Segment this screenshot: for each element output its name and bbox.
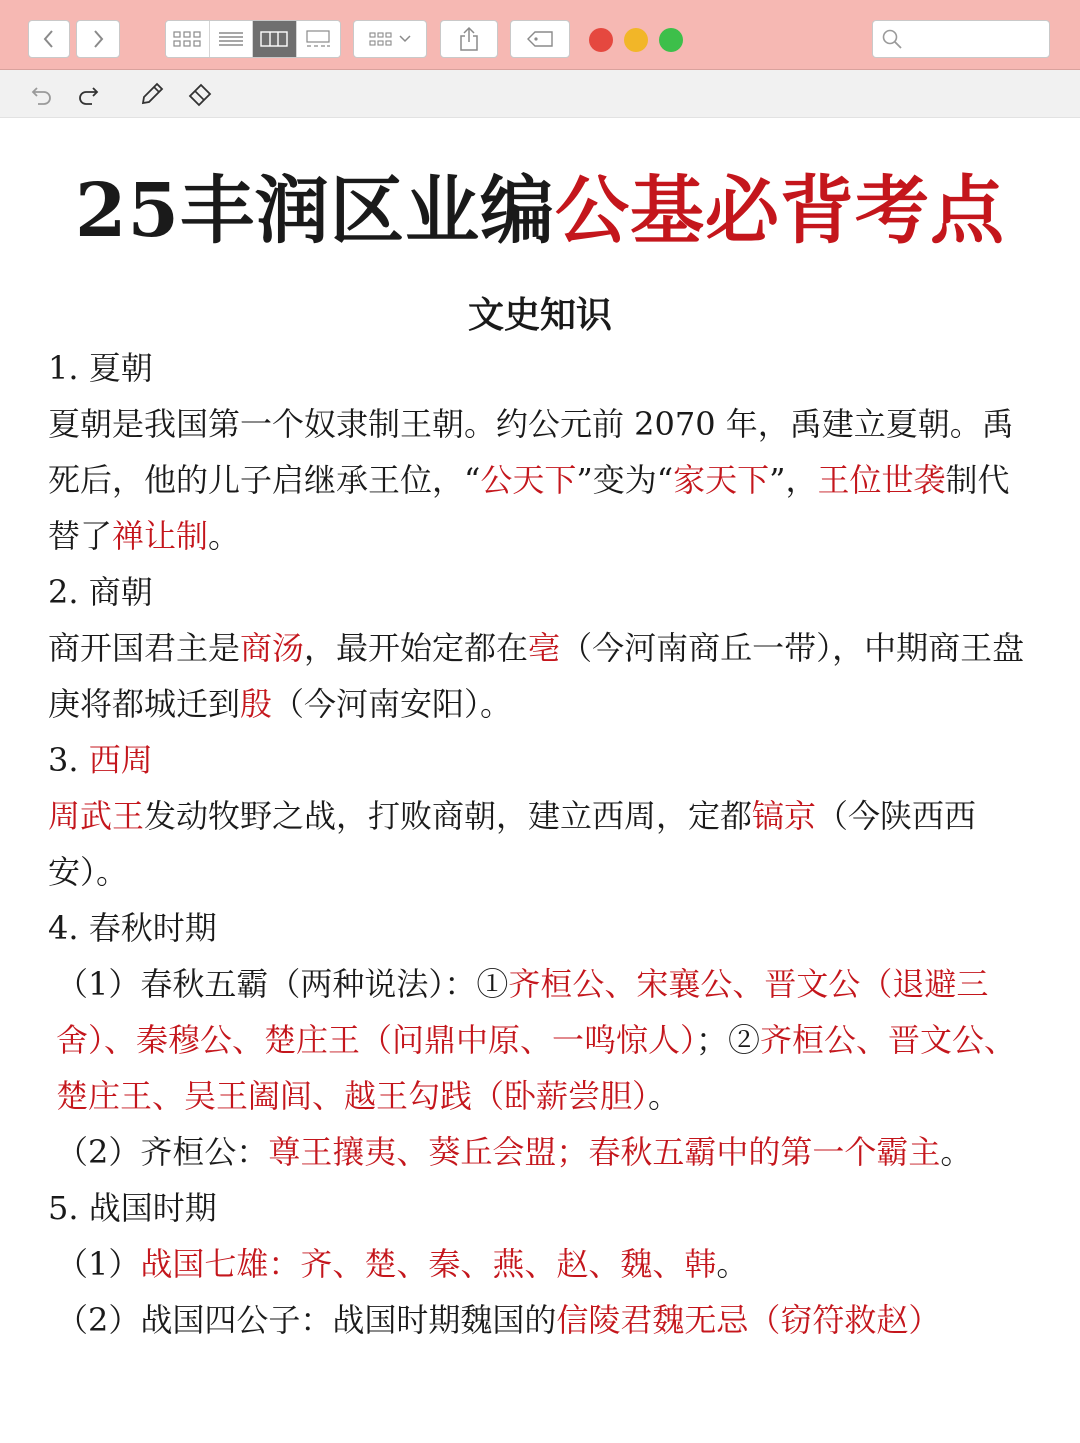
search-input[interactable]: [872, 20, 1050, 58]
highlight: 齐桓公、宋襄公、晋文公（退避三舍）、秦穆公、楚庄王（问鼎中原、一鸣惊人）: [56, 965, 989, 1059]
highlight: 齐桓公、晋文公、楚庄王、吴王阖闾、越王勾践（卧薪尝胆）: [56, 1021, 1017, 1115]
text: （今陕西西安）。: [48, 797, 977, 891]
forward-button[interactable]: [76, 20, 120, 58]
highlight: 周武王: [48, 797, 145, 835]
minimize-window-button[interactable]: [624, 28, 648, 52]
redo-icon: [76, 83, 100, 105]
page-title: [0, 166, 1080, 256]
view-mode-switcher: [165, 20, 341, 58]
gallery-view-button[interactable]: [297, 21, 340, 57]
paragraph-seven-states: [48, 1236, 1038, 1292]
text: 制代替了: [48, 461, 1010, 555]
text: ”，: [769, 461, 818, 499]
share-icon: [457, 26, 481, 52]
undo-icon: [30, 83, 54, 105]
redo-button[interactable]: [74, 80, 102, 108]
highlight: 战国七雄：齐、楚、秦、燕、赵、魏、韩: [140, 1245, 717, 1283]
paragraph-duke-huan: [48, 1124, 1038, 1180]
title-red-part: 公基必背考点: [554, 168, 1005, 254]
text: ；②: [696, 1021, 761, 1059]
heading-shang-dynasty: 2. 商朝: [48, 573, 153, 611]
highlight: 信陵君魏无忌（窃符救赵）: [556, 1301, 941, 1339]
text: （1）春秋五霸（两种说法）：①: [56, 965, 509, 1003]
chevron-left-icon: [40, 28, 58, 50]
search-icon: [881, 28, 903, 50]
heading-warring-states: 5. 战国时期: [48, 1189, 217, 1227]
text: 。: [940, 1133, 973, 1171]
title-black-part: 25丰润区业编: [75, 168, 555, 254]
paragraph-western-zhou: [48, 788, 1038, 900]
highlight: 公天下: [480, 461, 577, 499]
paragraph-five-hegemons: [48, 956, 1038, 1124]
chevron-right-icon: [89, 28, 107, 50]
eraser-icon: [187, 81, 213, 107]
paragraph-xia: [48, 396, 1038, 564]
icon-view-button[interactable]: [166, 21, 210, 57]
tag-button[interactable]: [510, 20, 570, 58]
text: （今河南安阳）。: [272, 685, 513, 723]
text: 。: [716, 1245, 749, 1283]
text: 发动牧野之战，打败商朝，建立西周，定都: [144, 797, 753, 835]
group-by-dropdown[interactable]: [353, 20, 427, 58]
columns-icon: [260, 30, 288, 48]
section-subtitle: 文史知识: [467, 294, 612, 336]
highlight: 商汤: [240, 629, 305, 667]
text: （1）: [56, 1245, 141, 1283]
highlight: 禅让制: [112, 517, 209, 555]
paragraph-four-lords: [48, 1292, 1038, 1348]
heading-xia-dynasty: 1. 夏朝: [48, 349, 153, 387]
text: （2）战国四公子：战国时期魏国的: [56, 1301, 557, 1339]
highlight: 王位世袭: [817, 461, 946, 499]
gallery-icon: [304, 29, 332, 49]
text: （2）齐桓公：: [56, 1133, 269, 1171]
pen-tool-button[interactable]: [138, 80, 166, 108]
heading-spring-autumn: 4. 春秋时期: [48, 909, 217, 947]
text: 。: [648, 1077, 681, 1115]
text: 商开国君主是: [48, 629, 241, 667]
highlight: 亳: [528, 629, 561, 667]
chevron-down-icon: [398, 33, 412, 45]
close-window-button[interactable]: [589, 28, 613, 52]
share-button[interactable]: [440, 20, 498, 58]
back-button[interactable]: [28, 20, 70, 58]
undo-button[interactable]: [28, 80, 56, 108]
column-view-button[interactable]: [253, 21, 297, 57]
highlight: 镐京: [752, 797, 817, 835]
paragraph-shang: [48, 620, 1038, 732]
heading-number: 3.: [48, 741, 89, 779]
document-body: [48, 340, 1038, 1348]
text: ，最开始定都在: [304, 629, 529, 667]
text: ”变为“: [576, 461, 674, 499]
zoom-window-button[interactable]: [659, 28, 683, 52]
eraser-tool-button[interactable]: [186, 80, 214, 108]
tag-icon: [525, 29, 555, 49]
annotation-toolbar: [0, 70, 1080, 118]
group-grid-icon: [368, 29, 398, 49]
window-toolbar: [0, 0, 1080, 70]
pencil-icon: [139, 81, 165, 107]
highlight: 尊王攘夷、葵丘会盟；春秋五霸中的第一个霸主: [268, 1133, 941, 1171]
list-view-button[interactable]: [210, 21, 254, 57]
icon-grid-icon: [172, 29, 202, 49]
list-icon: [218, 29, 244, 49]
text: 夏朝是我国第一个奴隶制王朝。约公元前 2070 年，禹建立夏朝。禹死后，他的儿子启继承王位，“: [48, 405, 1014, 499]
heading-western-zhou: [48, 732, 1038, 788]
highlight: 家天下: [673, 461, 770, 499]
text: 。: [208, 517, 241, 555]
heading-highlight: 西周: [88, 741, 153, 779]
highlight: 殷: [240, 685, 273, 723]
text: （今河南商丘一带），中期商王盘庚将都城迁到: [48, 629, 1025, 723]
